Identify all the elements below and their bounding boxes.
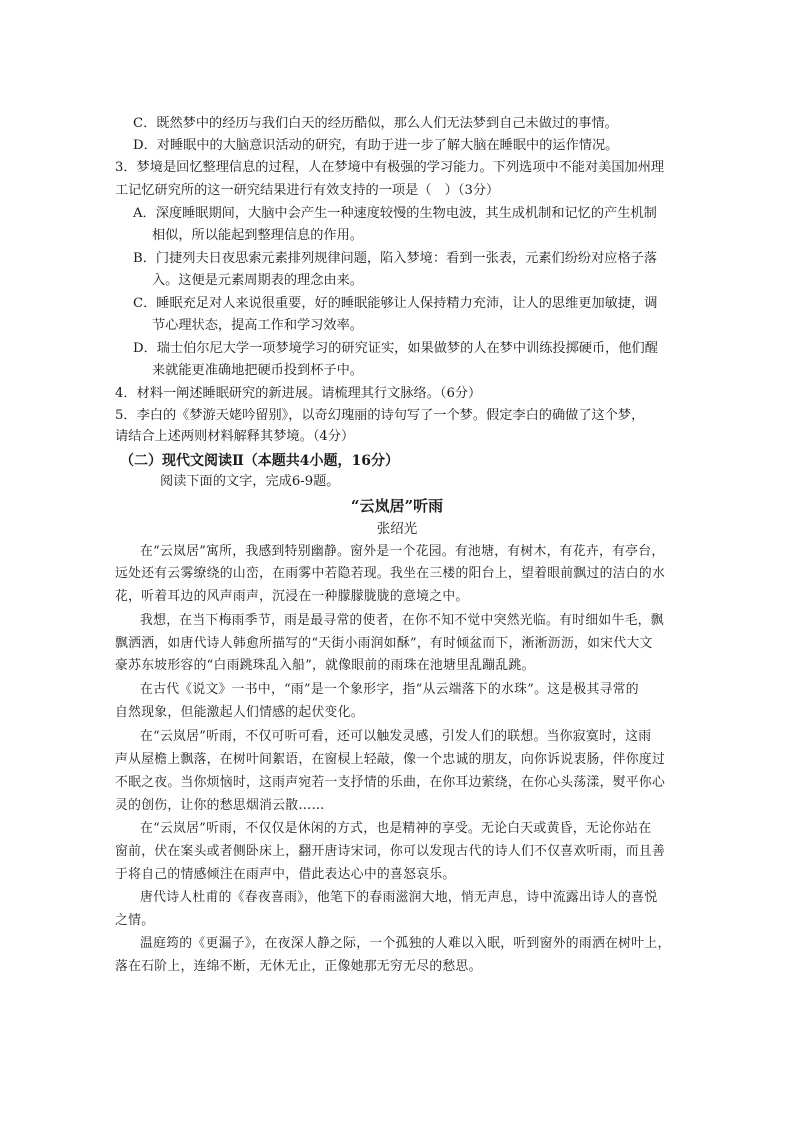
passage-p1-line3: 花，听着耳边的风声雨声，沉浸在一种朦朦胧胧的意境之中。 [115, 589, 469, 604]
passage-p2-line3: 豪苏东坡形容的“白雨跳珠乱入船”，就像眼前的雨珠在池塘里乱蹦乱跳。 [115, 658, 535, 673]
q4-stem: 4．材料一阐述睡眠研究的新进展。请梳理其行文脉络。（6分） [115, 386, 482, 401]
section-instruction: 阅读下面的文字，完成6-9题。 [160, 474, 340, 489]
article-title: “云岚居”听雨 [350, 497, 444, 515]
q3-stem-line1: 3．梦境是回忆整理信息的过程，人在梦境中有极强的学习能力。下列选项中不能对美国加州理 [115, 160, 665, 175]
section-heading: （二）现代文阅读Ⅱ（本题共4小题，16分） [120, 453, 400, 469]
q5-stem-line2: 请结合上述两则材料解释其梦境。（4分） [115, 429, 355, 444]
q2-option-d: D．对睡眠中的大脑意识活动的研究，有助于进一步了解大脑在睡眠中的运作情况。 [133, 138, 619, 153]
passage-p5-line3: 于将自己的情感倾注在雨声中，借此表达心中的喜怒哀乐。 [115, 867, 456, 882]
passage-p4-line2: 声从屋檐上飘落，在树叶间絮语，在窗棂上轻敲，像一个忠诚的朋友，向你诉说衷肠，伴你度过 [115, 752, 666, 767]
passage-p7-line2: 落在石阶上，连绵不断，无休无止，正像她那无穷无尽的愁思。 [115, 959, 482, 974]
passage-p2-line1: 我想，在当下梅雨季节，雨是最寻常的使者，在你不知不觉中突然光临。有时细如牛毛，飘 [140, 613, 664, 628]
q3-stem-line2: 工记忆研究所的这一研究结果进行有效支持的一项是（ ）（3分） [115, 183, 500, 198]
passage-p4-line4: 灵的创伤，让你的愁思烟消云散…… [115, 798, 325, 813]
passage-p4-line3: 不眠之夜。当你烦恼时，这雨声宛若一支抒情的乐曲，在你耳边萦绕，在你心头荡漾，熨平你心 [115, 775, 666, 790]
passage-p4-line1: 在“云岚居”听雨，不仅可听可看，还可以触发灵感，引发人们的联想。当你寂寞时，这雨 [140, 729, 652, 744]
q3-option-b-line1: B．门捷列夫日夜思索元素排列规律问题，陷入梦境：看到一张表，元素们纷纷对应格子落 [133, 251, 657, 266]
q3-option-d-line2: 来就能更准确地把硬币投到杯子中。 [152, 363, 363, 378]
article-author: 张绍光 [376, 521, 418, 537]
passage-p6-line1: 唐代诗人杜甫的《春夜喜雨》，他笔下的春雨滋润大地，悄无声息，诗中流露出诗人的喜悦 [140, 890, 658, 905]
q3-option-c-line2: 节心理状态，提高工作和学习效率。 [152, 318, 363, 333]
passage-p5-line2: 窗前，伏在案头或者侧卧床上，翻开唐诗宋词，你可以发现古代的诗人们不仅喜欢听雨，而且善 [115, 844, 666, 859]
passage-p7-line1: 温庭筠的《更漏子》，在夜深人静之际，一个孤独的人难以入眠，听到窗外的雨洒在树叶上， [140, 936, 671, 951]
passage-p3-line2: 自然现象，但能激起人们情感的起伏变化。 [115, 705, 364, 720]
q2-option-c: C．既然梦中的经历与我们白天的经历酷似，那么人们无法梦到自己未做过的事情。 [133, 116, 618, 131]
passage-p1-line2: 远处还有云雾缭绕的山峦，在雨雾中若隐若现。我坐在三楼的阳台上，望着眼前飘过的洁白的水 [115, 566, 666, 581]
passage-p3-line1: 在古代《说文》一书中，“雨”是一个象形字，指“从云端落下的水珠”。这是极其寻常的 [140, 682, 639, 697]
q3-option-c-line1: C．睡眠充足对人来说很重要，好的睡眠能够让人保持精力充沛，让人的思维更加敏捷，调 [133, 296, 658, 311]
q3-option-a-line2: 相似，所以能起到整理信息的作用。 [152, 228, 363, 243]
q3-option-a-line1: A．深度睡眠期间，大脑中会产生一种速度较慢的生物电波，其生成机制和记忆的产生机制 [133, 206, 657, 221]
passage-p5-line1: 在“云岚居”听雨，不仅仅是休闲的方式，也是精神的享受。无论白天或黄昏，无论你站在 [140, 821, 652, 836]
q3-option-b-line2: 入。这便是元素周期表的理念由来。 [152, 273, 363, 288]
q5-stem-line1: 5．李白的《梦游天姥吟留别》，以奇幻瑰丽的诗句写了一个梦。假定李白的确做了这个梦， [115, 408, 645, 423]
passage-p1-line1: 在“云岚居”寓所，我感到特别幽静。窗外是一个花园。有池塘，有树木，有花卉，有亭台， [140, 544, 665, 559]
q3-option-d-line1: D．瑞士伯尔尼大学一项梦境学习的研究证实，如果做梦的人在梦中训练投掷硬币，他们醒 [133, 341, 658, 356]
passage-p6-line2: 之情。 [115, 913, 155, 928]
passage-p2-line2: 飘洒洒，如唐代诗人韩愈所描写的“天街小雨润如酥”，有时倾盆而下，淅淅沥沥，如宋代大文 [115, 636, 653, 651]
